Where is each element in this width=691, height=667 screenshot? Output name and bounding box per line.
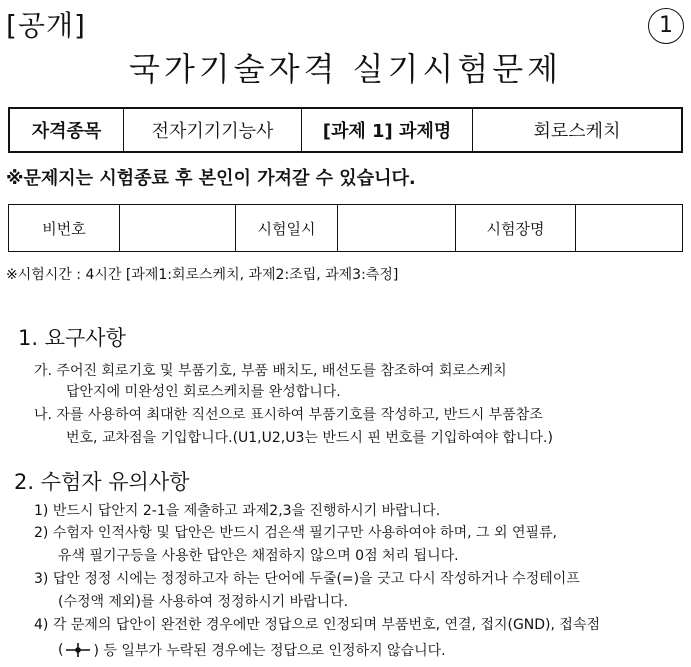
precaution-item: (수정액 제외)를 사용하여 정정하시기 바랍니다. — [58, 594, 349, 610]
place-label: 시험장명 — [456, 205, 576, 252]
junction-dot-icon — [65, 642, 91, 658]
date-label: 시험일시 — [236, 205, 338, 252]
paren-open: ( — [58, 642, 64, 658]
page-number-badge: 1 — [648, 8, 684, 44]
task-label: [과제 1] 과제명 — [302, 108, 473, 152]
precaution-item: 2) 수험자 인적사항 및 답안은 반드시 검은색 필기구만 사용하여야 하며, 그 외 연필류, — [34, 525, 557, 541]
number-value-field[interactable] — [120, 205, 236, 252]
exam-info-table — [8, 204, 683, 252]
public-tag: [공개] — [6, 9, 86, 42]
paren-close-text: ) 등 일부가 누락된 경우에는 정답으로 인정하지 않습니다. — [93, 643, 446, 659]
precaution-item: 3) 답안 정정 시에는 정정하고자 하는 단어에 두줄(=)을 긋고 다시 작성하거나 수정테이프 — [34, 571, 580, 587]
notice-text: ※문제지는 시험종료 후 본인이 가져갈 수 있습니다. — [6, 168, 416, 189]
exam-time-text: ※시험시간 : 4시간 [과제1:회로스케치, 과제2:조립, 과제3:측정] — [6, 267, 399, 283]
section-heading-precautions: 2. 수험자 유의사항 — [14, 470, 190, 494]
requirement-item: 답안지에 미완성인 회로스케치를 완성합니다. — [66, 384, 341, 400]
requirement-item: 번호, 교차점을 기입합니다.(U1,U2,U3는 반드시 핀 번호를 기입하여야 합니다.) — [66, 430, 553, 446]
place-value-field[interactable] — [576, 205, 683, 252]
task-value: 회로스케치 — [473, 108, 683, 152]
requirement-item: 가. 주어진 회로기호 및 부품기호, 부품 배치도, 배선도를 참조하여 회로스케치 — [34, 363, 507, 379]
field-label: 자격종목 — [9, 108, 124, 152]
precaution-item — [58, 640, 446, 660]
number-label: 비번호 — [9, 205, 120, 252]
precaution-item: 4) 각 문제의 답안이 완전한 경우에만 정답으로 인정되며 부품번호, 연결, 접지(GND), 접속점 — [34, 617, 600, 633]
section-heading-requirements: 1. 요구사항 — [18, 326, 126, 350]
page-title: 국가기술자격 실기시험문제 — [128, 50, 563, 88]
date-value-field[interactable] — [338, 205, 456, 252]
field-value: 전자기기기능사 — [124, 108, 302, 152]
qualification-info-table — [8, 107, 683, 153]
requirement-item: 나. 자를 사용하여 최대한 직선으로 표시하여 부품기호를 작성하고, 반드시 부품참조 — [34, 407, 543, 423]
precaution-item: 유색 필기구등을 사용한 답안은 채점하지 않으며 0점 처리 됩니다. — [58, 548, 459, 564]
precaution-item: 1) 반드시 답안지 2-1을 제출하고 과제2,3을 진행하시기 바랍니다. — [34, 503, 441, 519]
